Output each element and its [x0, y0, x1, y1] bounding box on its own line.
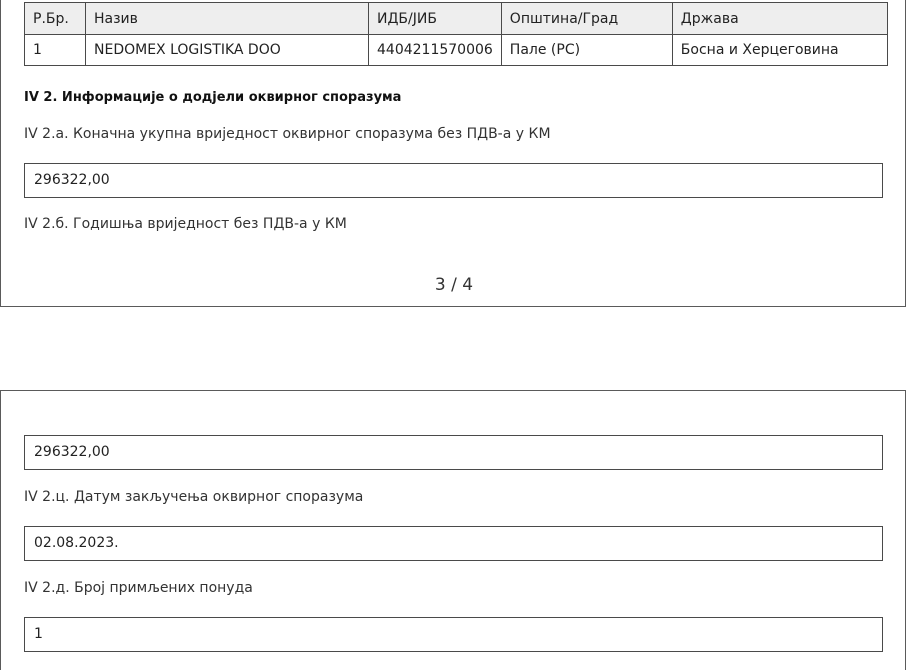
cell-opstina: Пале (РС)	[501, 35, 672, 66]
cell-drzava: Босна и Херцеговина	[672, 35, 887, 66]
column-header-idb: ИДБ/ЈИБ	[369, 3, 502, 35]
cell-rbr: 1	[25, 35, 86, 66]
cell-idb: 4404211570006	[369, 35, 502, 66]
table-header-row	[25, 3, 888, 35]
document-page-4	[0, 390, 906, 670]
column-header-drzava: Држава	[672, 3, 887, 35]
annual-value-label: IV 2.б. Годишња вриједност без ПДВ-а у КМ	[24, 216, 347, 232]
date-label: IV 2.ц. Датум закључења оквирног споразума	[24, 489, 364, 505]
bidders-table	[24, 2, 888, 66]
final-value-field: 296322,00	[24, 163, 883, 198]
date-field: 02.08.2023.	[24, 526, 883, 561]
document-page-3	[0, 0, 906, 307]
column-header-naziv: Назив	[86, 3, 369, 35]
page-indicator: 3 / 4	[434, 275, 474, 295]
cell-naziv: NEDOMEX LOGISTIKA DOO	[86, 35, 369, 66]
table-row	[25, 35, 888, 66]
annual-value-field: 296322,00	[24, 435, 883, 470]
column-header-opstina: Општина/Град	[501, 3, 672, 35]
section-iv2-title: IV 2. Информације о додјели оквирног споразума	[24, 90, 402, 105]
offers-count-field: 1	[24, 617, 883, 652]
offers-count-label: IV 2.д. Број примљених понуда	[24, 580, 253, 596]
final-value-label: IV 2.а. Коначна укупна вриједност оквирног споразума без ПДВ-а у КМ	[24, 126, 551, 142]
column-header-rbr: Р.Бр.	[25, 3, 86, 35]
